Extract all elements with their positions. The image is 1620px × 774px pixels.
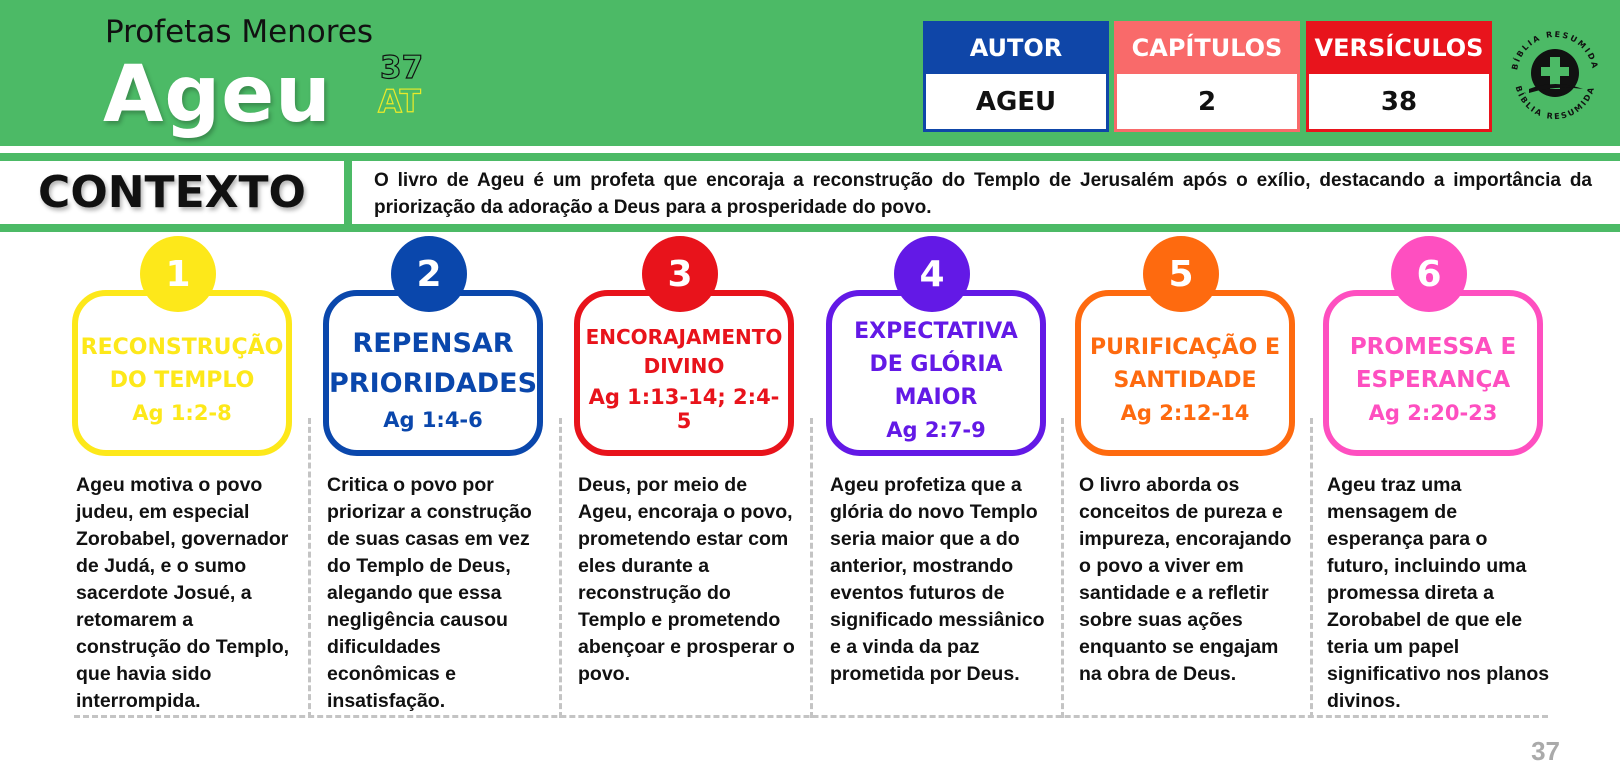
card-box — [826, 290, 1046, 456]
logo-text-bottom: BÍBLIA RESUMIDA — [1513, 84, 1597, 122]
autor-box — [923, 21, 1109, 132]
column-separator — [1310, 418, 1313, 718]
card-column-2 — [303, 236, 555, 718]
card-description: Ageu profetiza que a glória do novo Templo seria maior que a do anterior, mostrando eventos futuros de significado messiânico e a vinda da paz prometida por Deus. — [830, 474, 1045, 685]
versiculos-label: VERSÍCULOS — [1314, 33, 1484, 62]
biblia-resumida-logo — [1503, 23, 1607, 127]
card-badge: 3 — [642, 236, 718, 312]
card-title: PURIFICAÇÃO E SANTIDADE — [1089, 335, 1281, 393]
card-reference: Ag 1:2-8 — [132, 401, 232, 425]
card-title: RECONSTRUÇÃO DO TEMPLO — [80, 335, 284, 393]
logo-text-top: BÍBLIA RESUMIDA — [1510, 29, 1600, 71]
autor-value: AGEU — [923, 74, 1109, 132]
card-badge: 2 — [391, 236, 467, 312]
card-title: EXPECTATIVA DE GLÓRIA MAIOR — [854, 318, 1018, 410]
column-separator — [1061, 418, 1064, 718]
column-separator — [559, 418, 562, 718]
cards-baseline — [74, 715, 1548, 718]
card-column-3 — [554, 236, 806, 718]
card-badge: 6 — [1391, 236, 1467, 312]
book-title: Ageu — [103, 50, 332, 140]
series-subtitle: Profetas Menores — [105, 14, 374, 50]
card-column-4 — [806, 236, 1058, 718]
context-text: O livro de Ageu é um profeta que encoraja a reconstrução do Templo de Jerusalém após o exílio, destacando a importância da priorização da adoração a Deus para a prosperidade do povo. — [374, 170, 1592, 218]
card-box — [323, 290, 543, 456]
card-badge: 4 — [894, 236, 970, 312]
autor-label: AUTOR — [969, 33, 1063, 62]
card-reference: Ag 2:20-23 — [1368, 401, 1498, 425]
context-rule-top — [0, 153, 1620, 161]
card-title: PROMESSA E ESPERANÇA — [1349, 334, 1517, 393]
versiculos-box — [1306, 21, 1492, 132]
card-description: Deus, por meio de Ageu, encoraja o povo, prometendo estar com eles durante a reconstrução do Templo e prometendo abençoar e prosperar o povo. — [578, 474, 795, 685]
card-description: Ageu motiva o povo judeu, em especial Zorobabel, governador de Judá, e o sumo sacerdote Josué, a retomarem a construção do Templo, que havia sido interrompida. — [76, 474, 290, 712]
card-description: Critica o povo por priorizar a construção de suas casas em vez do Templo de Deus, alegando que essa negligência causou dificuldades econômicas e insatisfação. — [327, 474, 532, 712]
context-divider — [344, 153, 352, 232]
card-reference: Ag 1:13-14; 2:4-5 — [588, 385, 780, 433]
testament-label: AT — [378, 84, 421, 120]
card-box — [1323, 290, 1543, 456]
column-separator — [810, 418, 813, 718]
card-box — [72, 290, 292, 456]
card-description: Ageu traz uma mensagem de esperança para o futuro, incluindo uma promessa direta a Zorobabel de que ele teria um papel significativo nos planos divinos. — [1327, 474, 1550, 712]
card-column-6 — [1303, 236, 1555, 718]
capitulos-label: CAPÍTULOS — [1131, 33, 1283, 62]
context-rule-bottom — [0, 224, 1620, 232]
column-separator — [308, 418, 311, 718]
cross-logo-icon — [1503, 23, 1607, 127]
card-description: O livro aborda os conceitos de pureza e impureza, encorajando o povo a viver em santidade e a refletir sobre suas ações enquanto se engajam na obra de Deus. — [1079, 474, 1292, 685]
page-number: 37 — [1531, 736, 1560, 766]
capitulos-box — [1114, 21, 1300, 132]
card-column-5 — [1055, 236, 1307, 718]
capitulos-value: 2 — [1114, 74, 1300, 132]
context-heading: CONTEXTO — [38, 167, 306, 218]
card-box — [1075, 290, 1295, 456]
book-number: 37 — [380, 50, 424, 86]
versiculos-value: 38 — [1306, 74, 1492, 132]
card-badge: 5 — [1143, 236, 1219, 312]
card-reference: Ag 2:12-14 — [1120, 401, 1250, 425]
card-title: ENCORAJAMENTO DIVINO — [585, 325, 783, 378]
card-badge: 1 — [140, 236, 216, 312]
card-column-1 — [52, 236, 304, 718]
card-reference: Ag 2:7-9 — [886, 417, 986, 442]
card-box — [574, 290, 794, 456]
card-reference: Ag 1:4-6 — [383, 408, 483, 432]
card-title: REPENSAR PRIORIDADES — [329, 328, 538, 399]
